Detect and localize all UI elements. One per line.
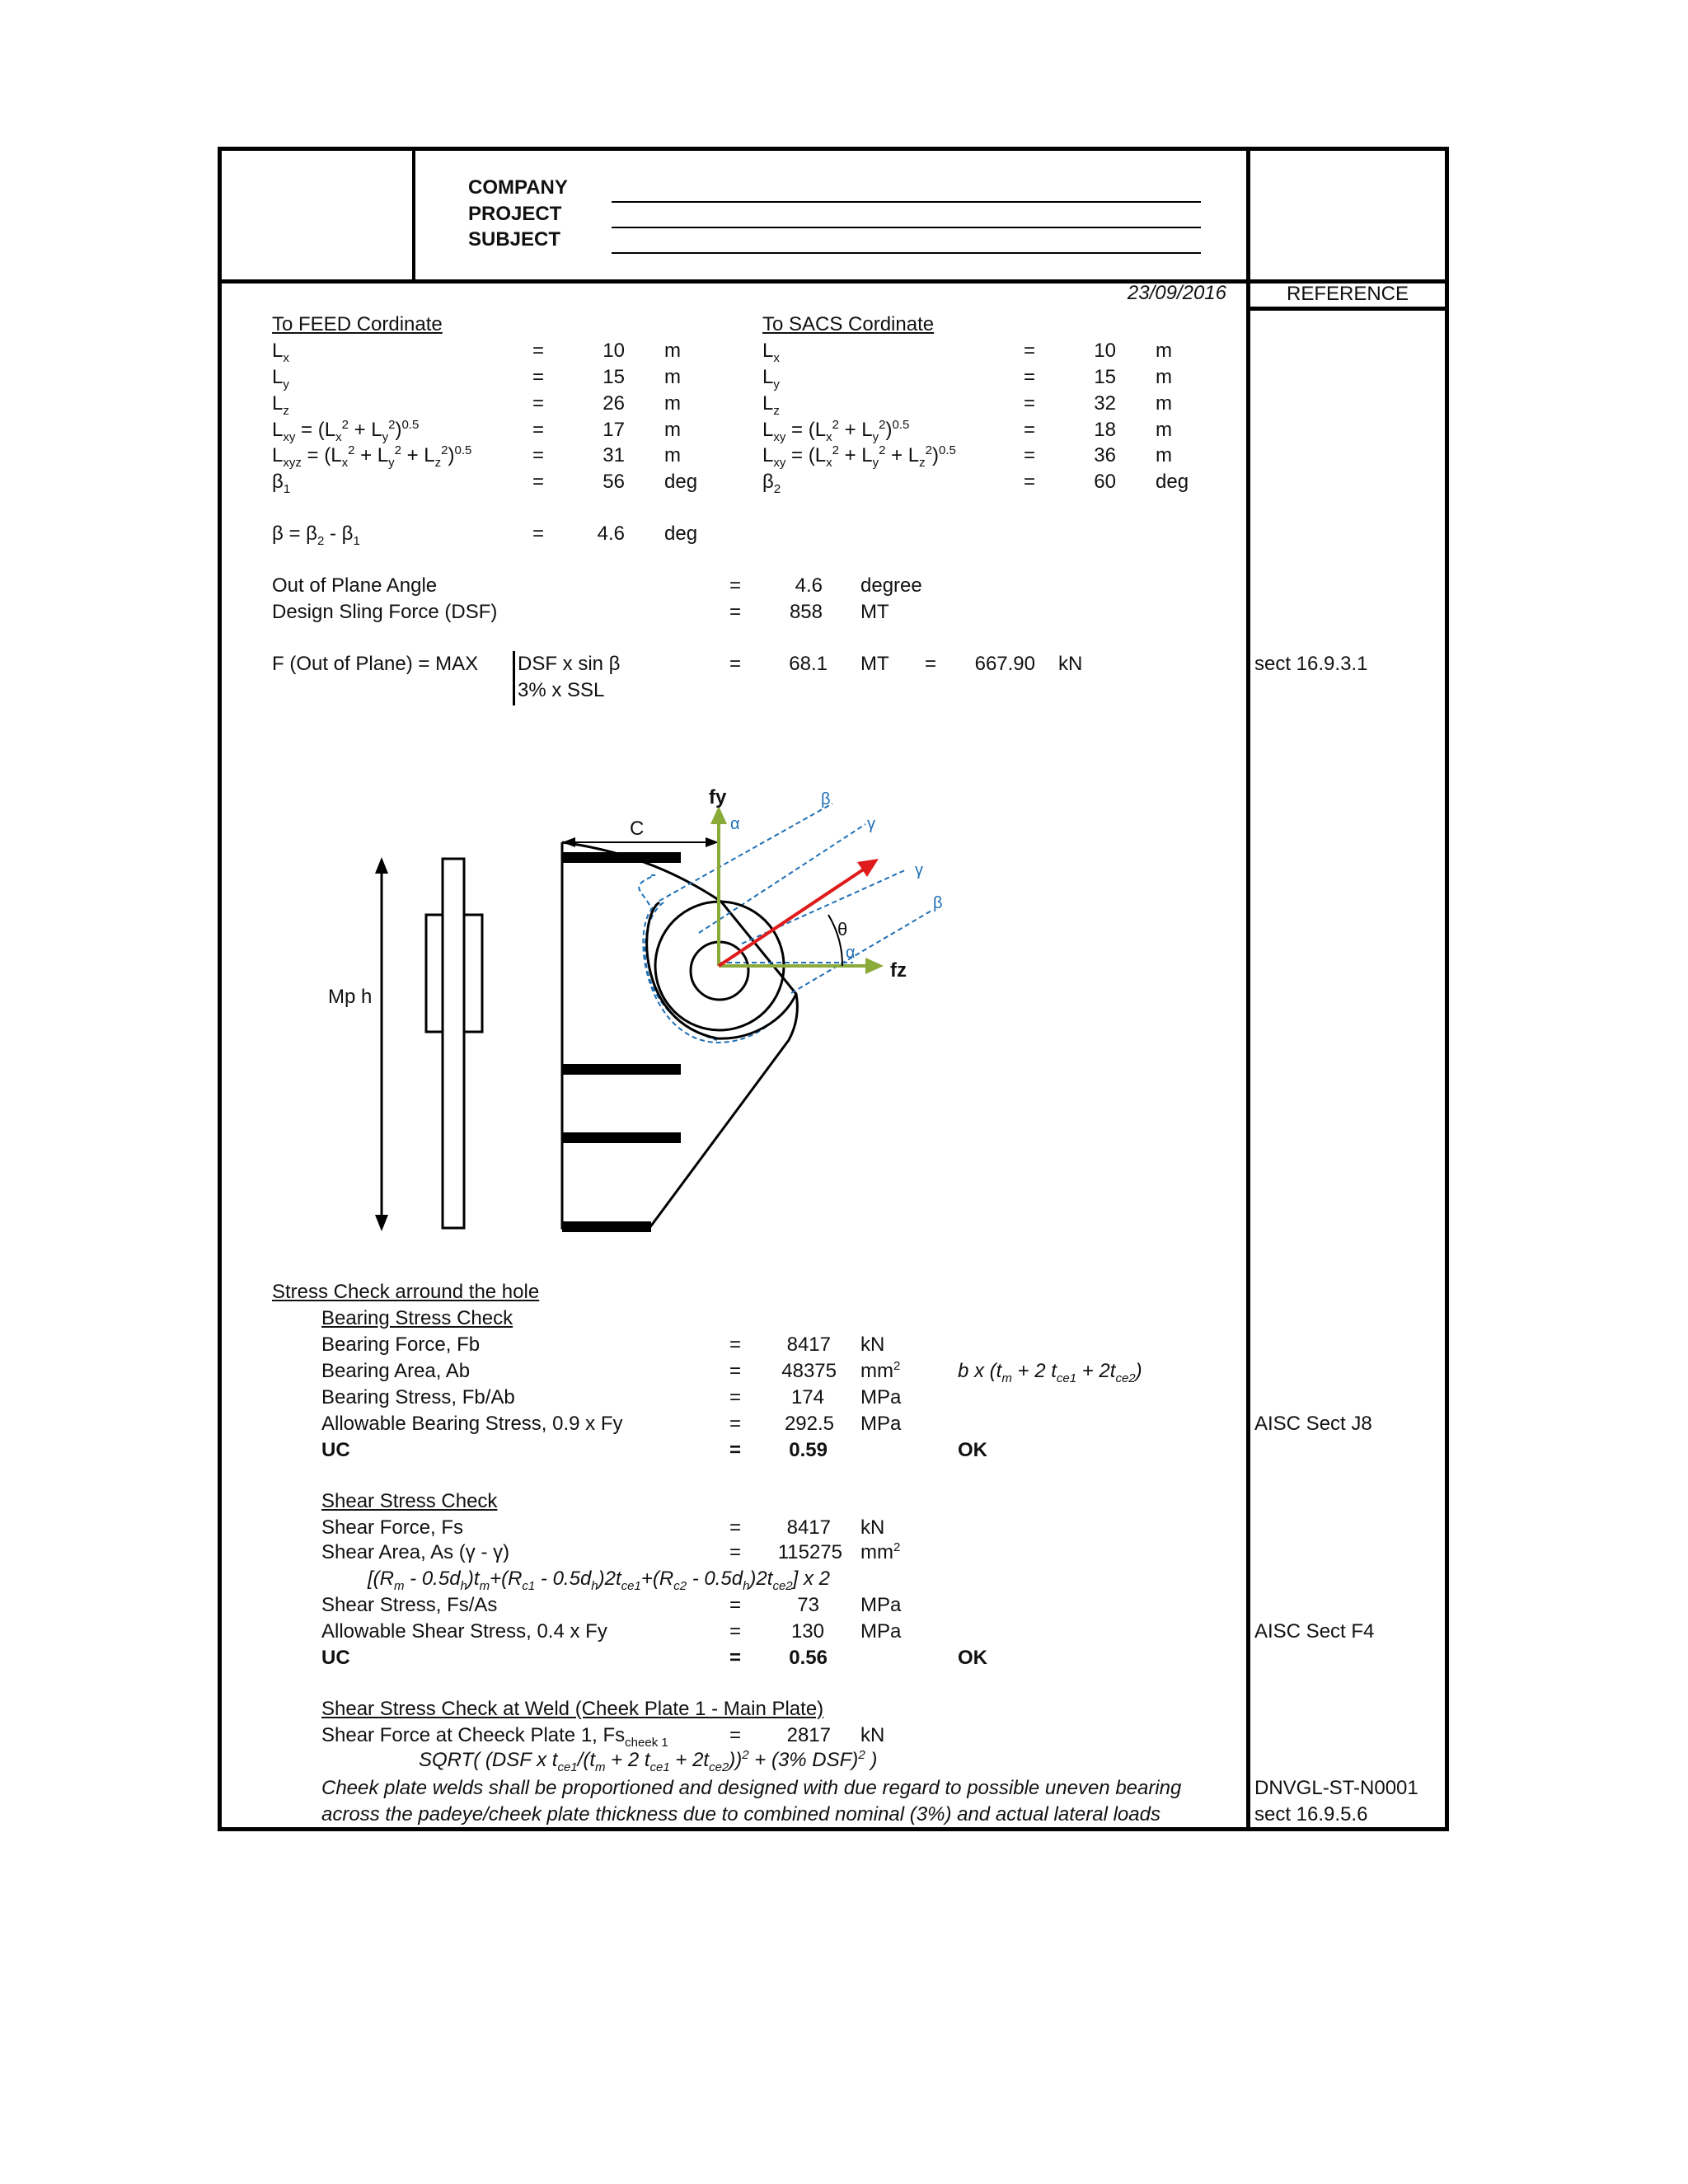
sacs-beta2-label: $\beta_2$ [762,471,781,496]
sacs-beta2-unit: deg [1156,471,1189,493]
bottom-flange [562,1221,651,1232]
bearing-area-formula: b x ($t_m + 2$ $t_{ce1} + 2t_{ce2}$) [958,1360,1142,1385]
stress-check-title: Stress Check arround the hole [272,1281,540,1303]
header-left-divider [412,147,415,283]
weld-force-formula: SQRT( (DSF x $t_{ce1}/(t_m + 2$ $t_{ce1} + 2t_{ce2}))^2 + (3\%$ DSF)$^2$ ) [419,1748,878,1774]
padeye-outline [562,842,797,1228]
dsf-eq: = [729,601,742,623]
sacs-ly-value: 15 [1094,366,1116,388]
top-flange [562,852,681,863]
weld-force-label: Shear Force at Cheeck Plate 1, $Fs_{cheek 1}$ [321,1724,668,1750]
sacs-ly-unit: m [1156,366,1172,388]
shear-allow-unit: MPa [860,1620,902,1643]
f-eq2: = [925,653,937,675]
shear-eq: = [729,1647,742,1669]
shear-force-unit: kN [860,1516,885,1539]
f-kn-value: 667.90 [974,653,1035,675]
shear-area-unit: $mm^2$ [860,1540,901,1563]
feed-lz-value: 26 [603,392,625,415]
company-field-line [612,201,1201,203]
f-reference: sect 16.9.3.1 [1254,653,1368,675]
sacs-eq: = [1024,366,1036,388]
mph-label: Mp h [328,986,373,1008]
sacs-lx-value: 10 [1094,340,1116,362]
shear-status: OK [958,1647,987,1669]
beta-line-2 [791,911,931,993]
reference-header-rule [1246,307,1449,311]
gamma-label-right: γ [915,861,923,879]
feed-beta1-value: 56 [603,471,625,493]
shear-allow-value: 130 [790,1620,824,1643]
height-dimension-arrow-top [375,857,388,874]
gamma-label-top: γ [867,815,875,833]
beta-diff-unit: deg [664,523,698,545]
dsf-unit: MT [860,601,889,623]
theta-label: θ [837,919,848,940]
alpha-label-top: α [730,815,740,833]
f-option-dsf-sin: DSF x sin β [518,653,621,675]
bearing-stress-value: 174 [790,1386,824,1408]
beta-label-top: β [821,790,831,808]
shear-stress-unit: MPa [860,1594,902,1616]
bearing-allow-value: 292.5 [784,1413,834,1435]
c-label: C [630,818,645,840]
feed-lxy-label: $L_{xy} = (L_x^2 + L_y^2)^{0.5}$ [272,418,420,444]
sacs-ly-label: $L_y$ [762,366,780,391]
feed-eq: = [532,471,545,493]
shear-eq: = [729,1516,742,1539]
oop-eq: = [729,574,742,597]
sacs-lx-label: $L_x$ [762,340,780,365]
bearing-area-unit: $mm^2$ [860,1359,901,1382]
feed-eq: = [532,444,545,466]
feed-lz-label: $L_z$ [272,392,289,418]
bearing-reference: AISC Sect J8 [1254,1413,1372,1435]
main-plate-side [443,859,464,1228]
shear-area-label: Shear Area, As (γ - γ) [321,1541,510,1563]
bearing-allow-unit: MPa [860,1413,902,1435]
feed-lxyz-unit: m [664,444,681,466]
bearing-eq: = [729,1439,742,1461]
dsf-label: Design Sling Force (DSF) [272,601,498,623]
sacs-eq: = [1024,444,1036,466]
sacs-lz-value: 32 [1094,392,1116,415]
force-arrowhead [857,859,879,877]
bearing-uc-label: UC [321,1439,350,1461]
feed-lx-unit: m [664,340,681,362]
fy-label: fy [709,786,727,808]
dsf-value: 858 [789,601,823,623]
shear-reference: AISC Sect F4 [1254,1620,1375,1643]
shear-area-value: 115275 [777,1541,842,1563]
shear-area-formula: $[(R_m - 0.5d_h)t_m+(R_{c1} - 0.5d_h)2t_{ce1}+(R_{c2} - 0.5d_h)2t_{ce2}]$ x 2 [368,1568,830,1593]
c-dimension-arrow-left [562,837,575,847]
weld-reference-1: DNVGL-ST-N0001 [1254,1777,1418,1799]
feed-beta1-unit: deg [664,471,698,493]
weld-note-line-1: Cheek plate welds shall be proportioned and designed with due regard to possible uneven bearing [321,1777,1182,1799]
f-out-of-plane-label: F (Out of Plane) = MAX [272,653,479,675]
document-date: 23/09/2016 [1127,282,1226,304]
bearing-allow-label: Allowable Bearing Stress, 0.9 x Fy [321,1413,623,1435]
feed-eq: = [532,392,545,415]
bearing-force-label: Bearing Force, Fb [321,1333,481,1356]
shear-force-value: 8417 [786,1516,831,1539]
feed-beta1-label: $\beta_1$ [272,471,291,496]
sacs-eq: = [1024,419,1036,441]
fz-label: fz [890,959,907,982]
feed-ly-label: $L_y$ [272,366,289,391]
shear-eq: = [729,1594,742,1616]
fz-arrowhead [865,958,884,974]
shear-uc-value: 0.56 [789,1647,828,1669]
f-unit: MT [860,653,889,675]
bearing-area-label: Bearing Area, Ab [321,1360,471,1382]
f-option-ssl: 3% x SSL [518,679,605,701]
bearing-title: Bearing Stress Check [321,1307,513,1329]
bearing-stress-unit: MPa [860,1386,902,1408]
weld-force-value: 2817 [786,1724,831,1746]
weld-eq: = [729,1724,742,1746]
out-of-plane-angle-value: 4.6 [795,574,823,597]
bearing-eq: = [729,1386,742,1408]
beta-line-1 [659,804,832,901]
weld-note-line-2: across the padeye/cheek plate thickness due to combined nominal (3%) and actual lateral loads [321,1803,1160,1825]
subject-field-line [612,252,1201,254]
weld-title: Shear Stress Check at Weld (Cheek Plate 1 - Main Plate) [321,1698,824,1720]
padeye-diagram [313,775,989,1244]
project-field-line [612,227,1201,228]
bearing-uc-value: 0.59 [789,1439,828,1461]
feed-title: To FEED Cordinate [272,313,443,335]
beta-label-right: β [933,894,943,912]
sacs-lxyz-unit: m [1156,444,1172,466]
feed-lz-unit: m [664,392,681,415]
feed-lxyz-value: 31 [603,444,625,466]
weld-reference-2: sect 16.9.5.6 [1254,1803,1368,1825]
subject-label: SUBJECT [468,228,561,251]
cheek-plate-right [464,915,482,1032]
project-label: PROJECT [468,203,562,225]
out-of-plane-angle-label: Out of Plane Angle [272,574,438,597]
beta-diff-value: 4.6 [597,523,625,545]
feed-lx-label: $L_x$ [272,340,289,365]
sacs-lxy-value: 18 [1094,419,1116,441]
feed-ly-value: 15 [603,366,625,388]
bearing-eq: = [729,1333,742,1356]
feed-eq: = [532,419,545,441]
bearing-eq: = [729,1360,742,1382]
reference-column-divider [1246,147,1250,1831]
bearing-status: OK [958,1439,987,1461]
sacs-lx-unit: m [1156,340,1172,362]
bearing-eq: = [729,1413,742,1435]
bearing-stress-label: Bearing Stress, Fb/Ab [321,1386,515,1408]
sacs-lxyz-label: $L_{xy} = (L_x^2 + L_y^2 + L_z^2)^{0.5}$ [762,443,956,470]
feed-lxyz-label: $L_{xyz} = (L_x^2 + L_y^2 + L_z^2)^{0.5}$ [272,443,472,470]
bearing-area-value: 48375 [781,1360,837,1382]
shear-eq: = [729,1541,742,1563]
alpha-label-right: α [846,944,856,962]
max-bracket [513,651,515,705]
bearing-force-unit: kN [860,1333,885,1356]
sacs-eq: = [1024,392,1036,415]
stiffener-1 [562,1064,681,1075]
shear-uc-label: UC [321,1647,350,1669]
out-of-plane-angle-unit: degree [860,574,922,597]
feed-ly-unit: m [664,366,681,388]
shear-eq: = [729,1620,742,1643]
sacs-eq: = [1024,471,1036,493]
sacs-lz-unit: m [1156,392,1172,415]
stiffener-2 [562,1132,681,1143]
feed-lxy-value: 17 [603,419,625,441]
feed-lxy-unit: m [664,419,681,441]
gamma-line-1 [699,824,865,933]
company-label: COMPANY [468,176,568,199]
c-dimension-arrow-right [706,837,719,847]
shear-allow-label: Allowable Shear Stress, 0.4 x Fy [321,1620,607,1643]
weld-force-unit: kN [860,1724,885,1746]
sacs-title: To SACS Cordinate [762,313,935,335]
feed-eq: = [532,340,545,362]
sacs-lz-label: $L_z$ [762,392,780,418]
shear-stress-label: Shear Stress, Fs/As [321,1594,498,1616]
sacs-lxy-label: $L_{xy} = (L_x^2 + L_y^2)^{0.5}$ [762,418,910,444]
height-dimension-arrow-bottom [375,1215,388,1231]
cheek-plate-left [426,915,443,1032]
shear-force-label: Shear Force, Fs [321,1516,464,1539]
shear-stress-value: 73 [797,1594,819,1616]
f-kn-unit: kN [1058,653,1083,675]
sacs-lxyz-value: 36 [1094,444,1116,466]
f-eq: = [729,653,742,675]
beta-diff-eq: = [532,523,545,545]
beta-diff-label: $\beta = \beta_2 - \beta_1$ [272,523,360,548]
sacs-lxy-unit: m [1156,419,1172,441]
f-value: 68.1 [789,653,828,675]
sacs-beta2-value: 60 [1094,471,1116,493]
feed-lx-value: 10 [603,340,625,362]
sacs-eq: = [1024,340,1036,362]
feed-eq: = [532,366,545,388]
shear-title: Shear Stress Check [321,1490,498,1512]
reference-heading: REFERENCE [1286,283,1409,305]
bearing-force-value: 8417 [786,1333,831,1356]
